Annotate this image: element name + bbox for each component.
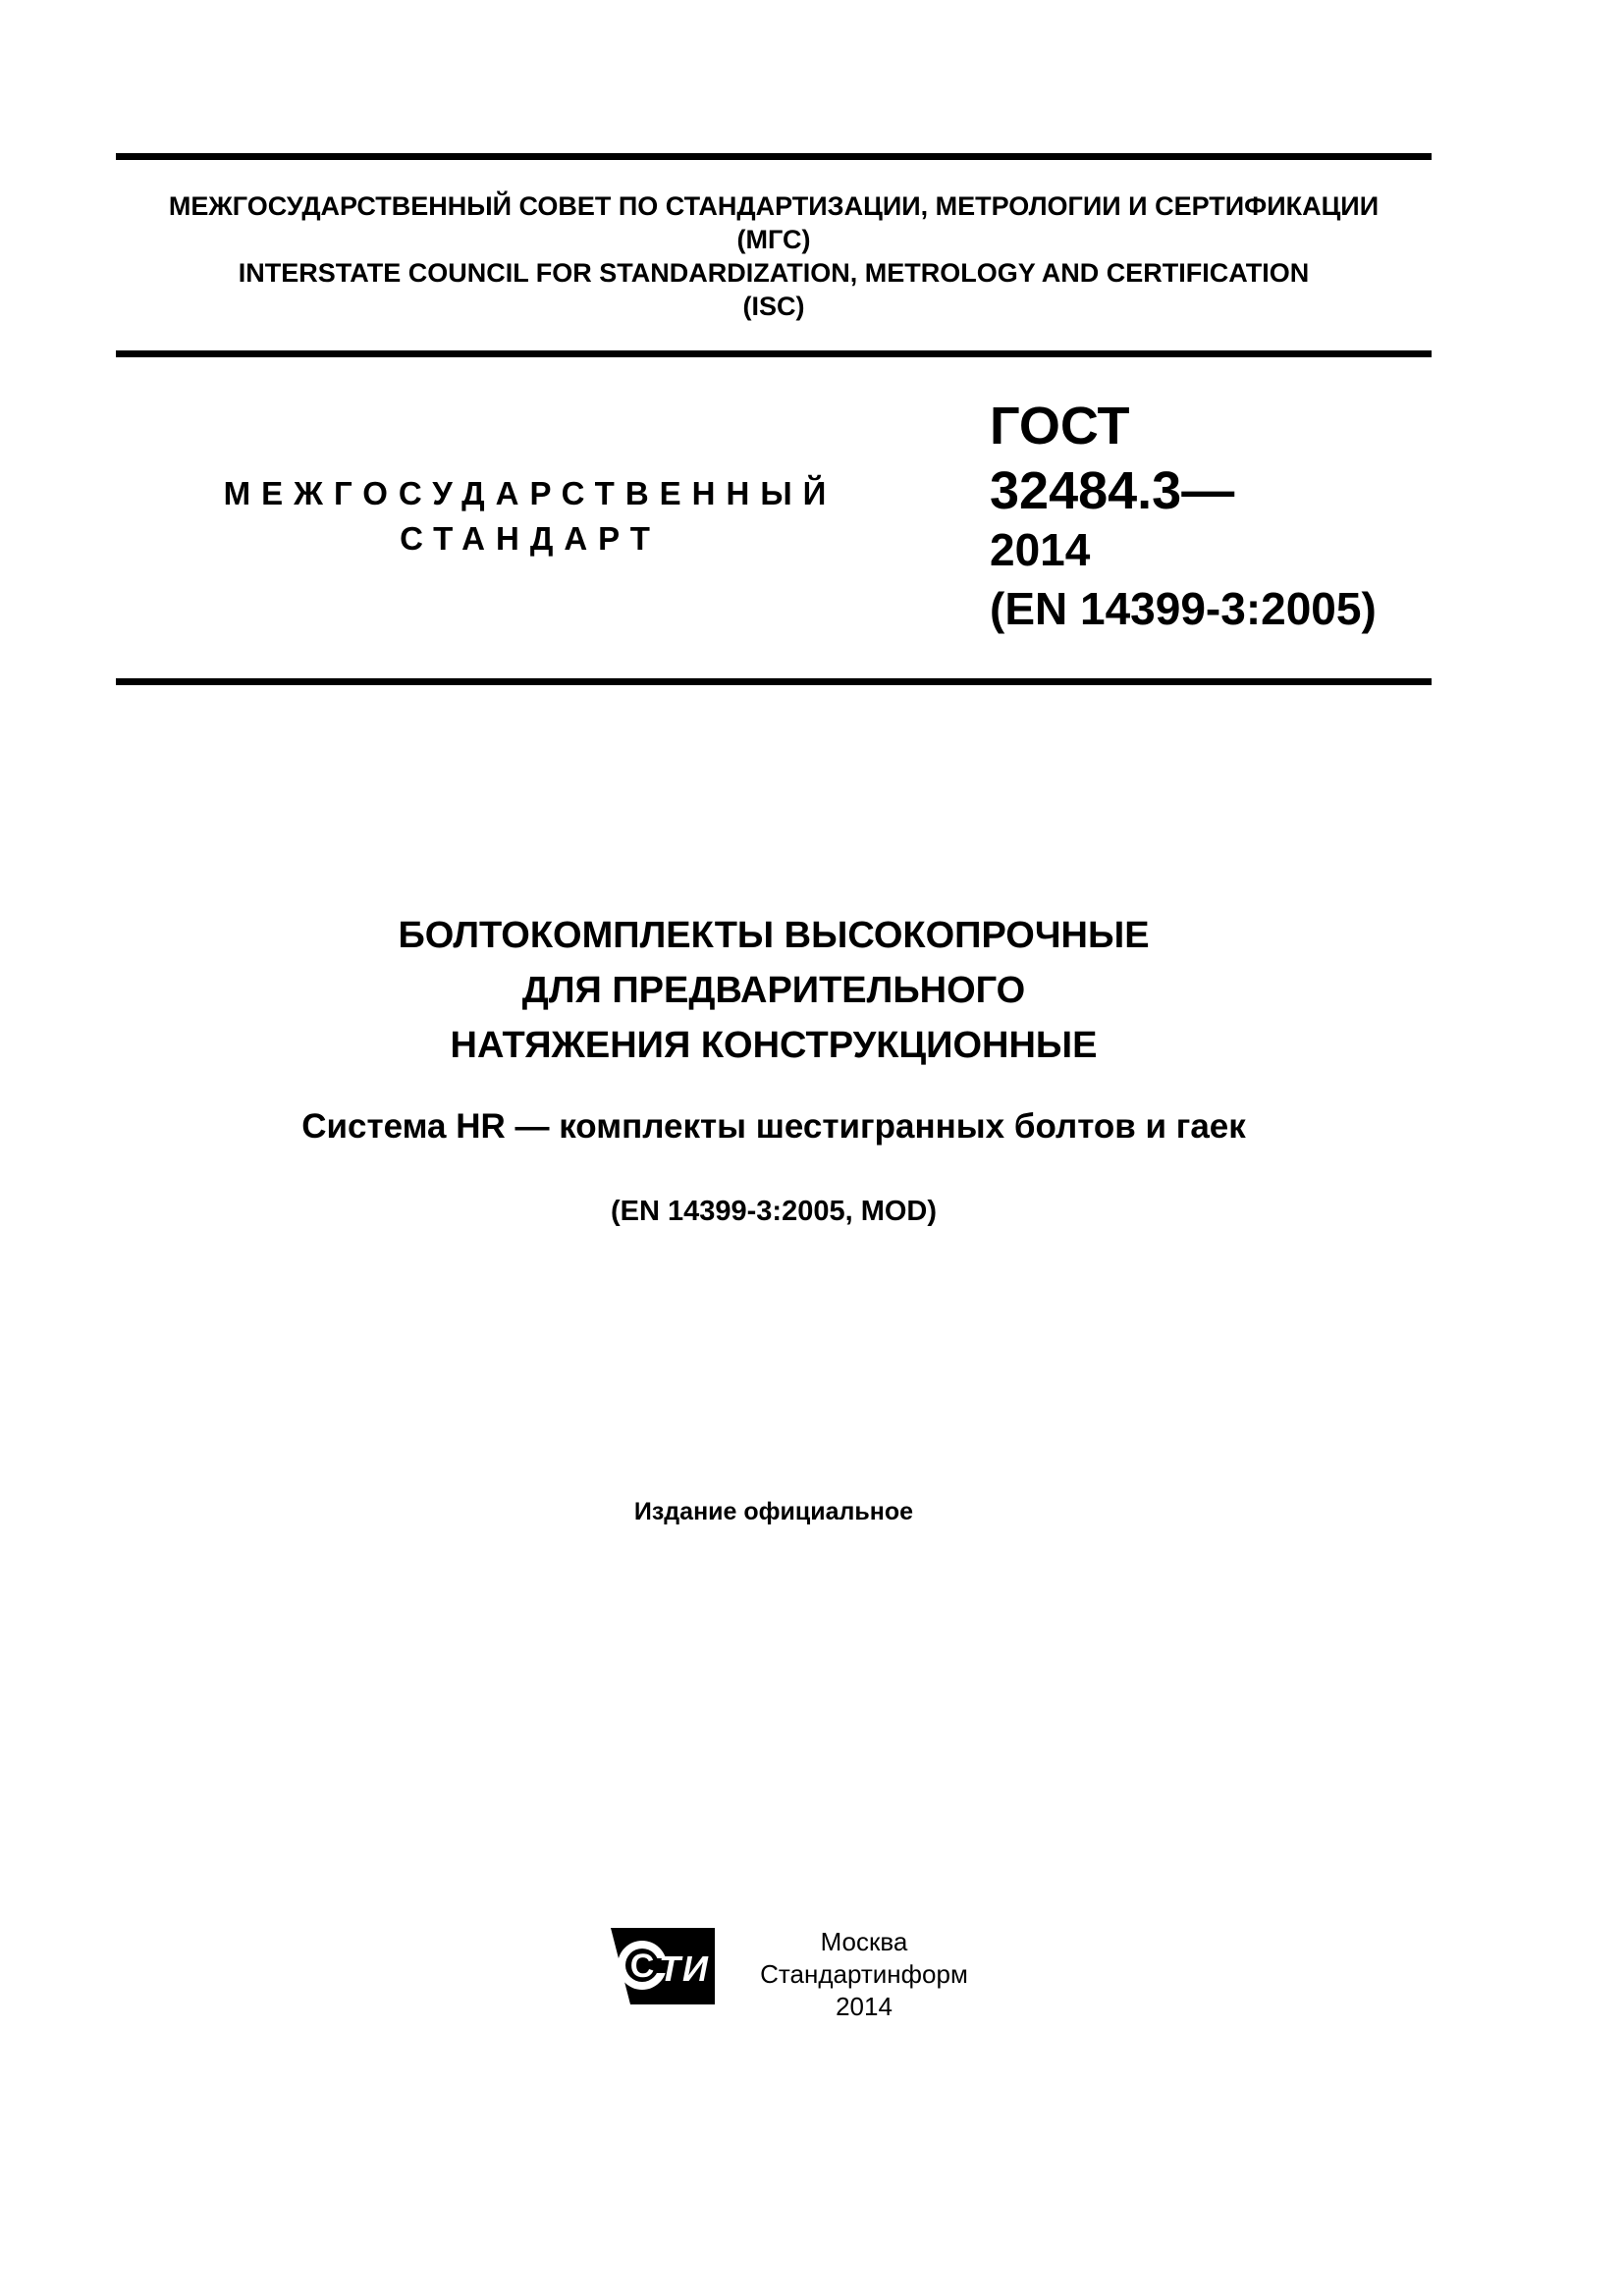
- title-line1: БОЛТОКОМПЛЕКТЫ ВЫСОКОПРОЧНЫЕ: [398, 915, 1150, 956]
- standard-kind-line1: МЕЖГОСУДАРСТВЕННЫЙ: [223, 475, 838, 511]
- gost-label: ГОСТ: [990, 397, 1130, 455]
- publisher-city: Москва: [820, 1927, 908, 1956]
- title-line2: ДЛЯ ПРЕДВАРИТЕЛЬНОГО: [521, 970, 1026, 1011]
- subtitle: Система HR — комплекты шестигранных болтов и гаек: [301, 1107, 1246, 1146]
- title-line3: НАТЯЖЕНИЯ КОНСТРУКЦИОННЫЕ: [450, 1025, 1098, 1066]
- council-name-en: INTERSTATE COUNCIL FOR STANDARDIZATION, METROLOGY AND CERTIFICATION: [238, 258, 1310, 288]
- council-abbr-ru: (МГС): [736, 225, 811, 254]
- header-divider: [116, 350, 1432, 357]
- publisher-name: Стандартинформ: [760, 1959, 968, 1989]
- standartinform-logo: [609, 1922, 719, 2010]
- council-name-ru: МЕЖГОСУДАРСТВЕННЫЙ СОВЕТ ПО СТАНДАРТИЗАЦИИ, МЕТРОЛОГИИ И СЕРТИФИКАЦИИ: [168, 191, 1380, 221]
- gost-en-ref: (EN 14399-3:2005): [990, 583, 1377, 634]
- standard-kind-line2: СТАНДАРТ: [400, 520, 661, 557]
- gost-designation: [990, 391, 1441, 638]
- publisher-imprint: [727, 1926, 1001, 2023]
- gost-number: 32484.3—: [990, 461, 1235, 520]
- gost-year: 2014: [990, 524, 1091, 575]
- en-mod-reference: (EN 14399-3:2005, MOD): [610, 1196, 938, 1227]
- svg-text:С: С: [629, 1948, 655, 1985]
- publisher-year: 2014: [836, 1992, 893, 2021]
- svg-text:И: И: [682, 1949, 708, 1989]
- edition-note: Издание официальное: [633, 1498, 914, 1525]
- designation-divider: [116, 678, 1432, 685]
- top-rule: [116, 153, 1432, 160]
- svg-text:Т: Т: [659, 1949, 680, 1989]
- council-abbr-en: (ISC): [742, 292, 805, 321]
